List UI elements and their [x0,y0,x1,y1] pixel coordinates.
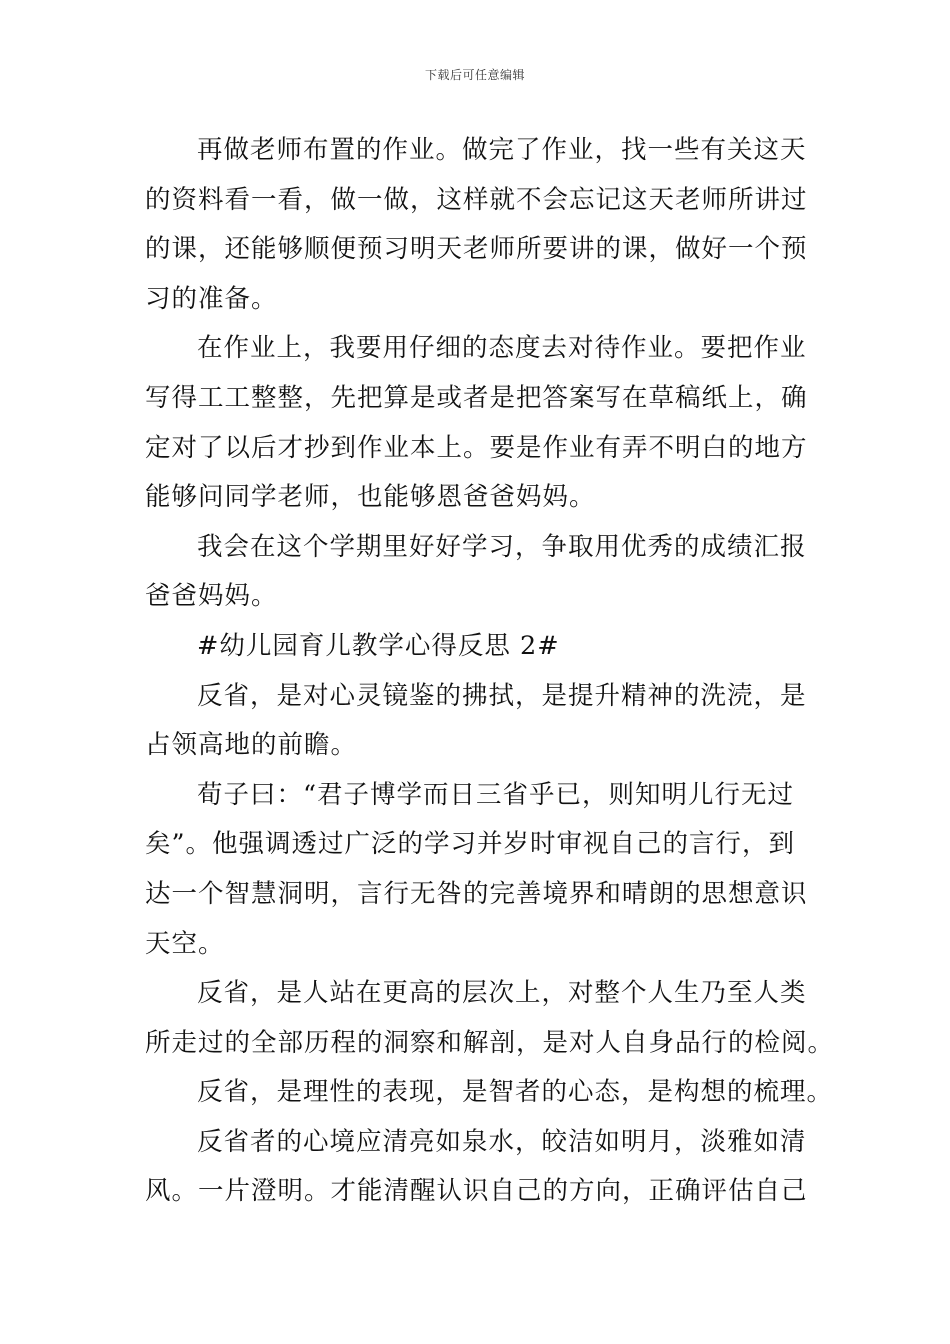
text-line: 占领高地的前瞻。 [145,730,358,761]
text-line: 爸爸妈妈。 [145,581,278,612]
text-line: 再做老师布置的作业。做完了作业，找一些有关这天 [197,135,807,165]
text-line: 写得工工整整，先把算是或者是把答案写在草稿纸上，确 [145,382,808,413]
text-line: 反省，是理性的表现，是智者的心态，是构想的梳理。 [197,1077,834,1108]
text-line: 定对了以后才抄到作业本上。要是作业有弄不明白的地方 [145,432,808,463]
paragraph [145,674,809,773]
paragraph [145,525,809,624]
text-line: 所走过的全部历程的洞察和解剖，是对人自身品行的检阅。 [145,1027,835,1058]
text-line: 的资料看一看，做一做，这样就不会忘记这天老师所讲过 [145,184,808,215]
text-line: 荀子曰：“君子博学而日三省乎已，则知明儿行无过 [197,779,795,810]
paragraph [145,971,835,1070]
paragraph [145,128,809,326]
section-heading [145,624,809,674]
text-line: 反省者的心境应清亮如泉水，皎洁如明月，淡雅如清 [197,1126,807,1157]
text-line: 我会在这个学期里好好学习，争取用优秀的成绩汇报 [197,531,807,562]
paragraph [145,773,809,971]
text-line: 天空。 [145,928,225,959]
text-line: 反省，是人站在更高的层次上，对整个人生乃至人类 [197,978,807,1009]
text-line: 在作业上，我要用仔细的态度去对待作业。要把作业 [197,333,807,364]
page-header: 下载后可任意编辑 [424,68,525,82]
text-line: 矣”。他强调透过广泛的学习并岁时审视自己的言行，到 [145,829,796,860]
text-line: 反省，是对心灵镜鉴的拂拭，是提升精神的洗涜，是 [197,680,807,711]
text-line: 习的准备。 [145,283,278,314]
text-line: 的课，还能够顺便预习明天老师所要讲的课，做好一个预 [145,234,808,265]
document-body [145,128,835,1219]
text-line: 能够问同学老师，也能够恩爸爸妈妈。 [145,482,596,513]
text-line: 风。一片澄明。才能清醒认识自己的方向，正确评估自己 [145,1176,808,1207]
paragraph [145,1120,809,1219]
text-line: 达一个智慧洞明，言行无咎的完善境界和晴朗的思想意识 [145,878,808,909]
paragraph [145,326,809,524]
heading-line: #幼儿园育儿教学心得反思 2# [197,630,560,661]
paragraph [145,1070,834,1120]
